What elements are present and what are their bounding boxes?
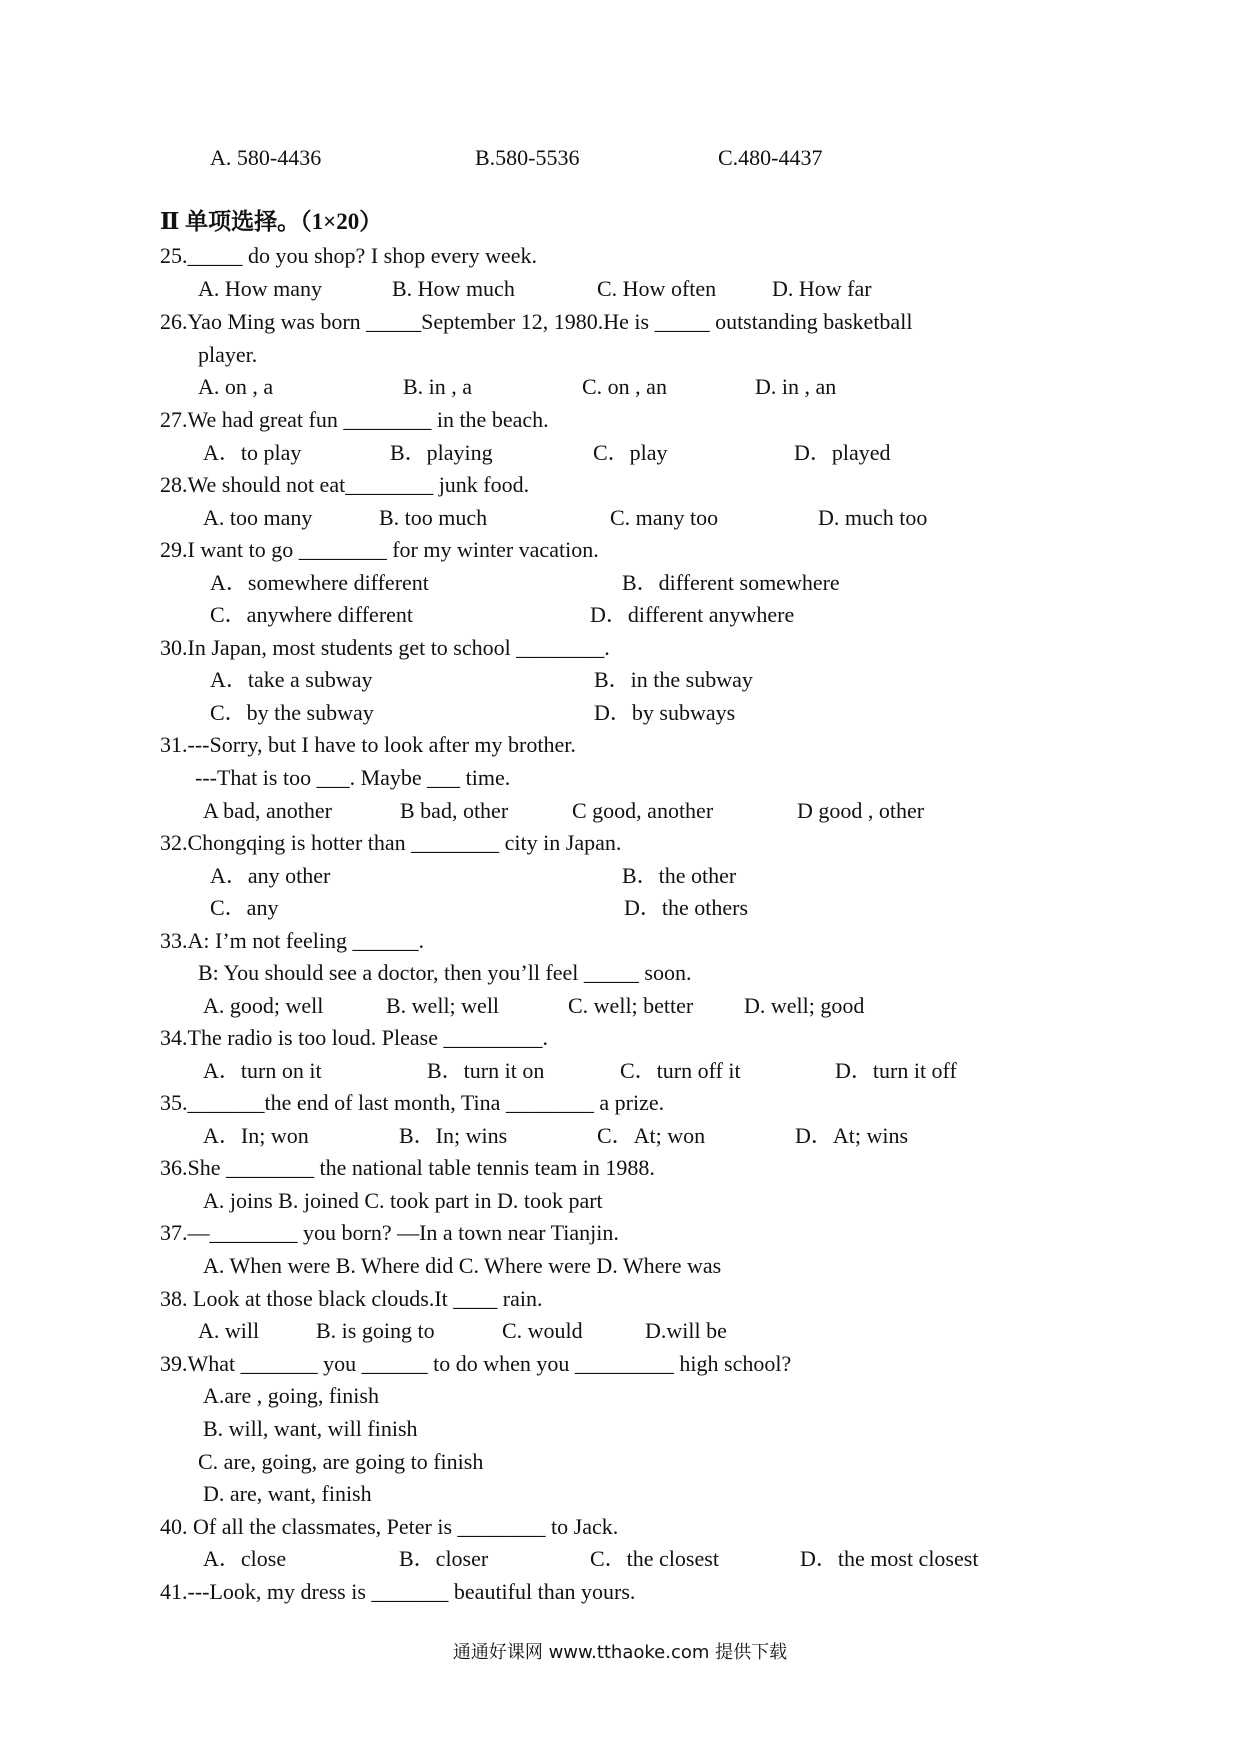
q38-option-c: C. would — [502, 1318, 583, 1343]
q32-stem: 32.Chongqing is hotter than ________ city in Japan. — [160, 830, 622, 855]
q40-option-b: B．closer — [399, 1546, 489, 1571]
q31-option-c: C good, another — [572, 798, 714, 823]
q32-option-b: B．the other — [622, 863, 737, 888]
q24-option-b: B.580-5536 — [475, 145, 580, 170]
q33-option-d: D. well; good — [744, 993, 865, 1018]
q31-stem: 31.---Sorry, but I have to look after my brother. — [160, 732, 576, 757]
q33-stem: 33.A: I’m not feeling ______. — [160, 928, 424, 953]
q29-option-b: B．different somewhere — [622, 570, 840, 595]
q40-option-c: C．the closest — [590, 1546, 719, 1571]
q38-option-b: B. is going to — [316, 1318, 435, 1343]
q30-option-b: B．in the subway — [594, 667, 753, 692]
q31-option-a: A bad, another — [203, 798, 332, 823]
q33-stem-reply: B: You should see a doctor, then you’ll feel _____ soon. — [198, 960, 692, 985]
q30-option-c: C．by the subway — [210, 700, 374, 725]
q25-option-c: C. How often — [597, 276, 717, 301]
q34-option-a: A．turn on it — [203, 1058, 322, 1083]
q26-option-b: B. in , a — [403, 374, 473, 399]
q30-stem: 30.In Japan, most students get to school ________. — [160, 635, 610, 660]
q29-stem: 29.I want to go ________ for my winter vacation. — [160, 537, 599, 562]
q30-option-a: A．take a subway — [210, 667, 373, 692]
q24-option-c: C.480-4437 — [718, 145, 823, 170]
q27-option-d: D．played — [794, 440, 891, 465]
q33-option-b: B. well; well — [386, 993, 500, 1018]
q28-option-a: A. too many — [203, 505, 313, 530]
q37-options: A. When were B. Where did C. Where were D. Where was — [203, 1253, 722, 1278]
q40-option-d: D．the most closest — [800, 1546, 979, 1571]
q27-option-b: B．playing — [390, 440, 493, 465]
q25-option-a: A. How many — [198, 276, 323, 301]
q41-stem: 41.---Look, my dress is _______ beautiful than yours. — [160, 1579, 636, 1604]
q27-stem: 27.We had great fun ________ in the beach. — [160, 407, 549, 432]
q39-option-a: A.are , going, finish — [203, 1383, 379, 1408]
q34-option-d: D．turn it off — [835, 1058, 957, 1083]
q35-option-c: C．At; won — [597, 1123, 706, 1148]
q39-option-b: B. will, want, will finish — [203, 1416, 418, 1441]
q34-stem: 34.The radio is too loud. Please _________. — [160, 1025, 549, 1050]
q40-option-a: A．close — [203, 1546, 287, 1571]
q38-option-d: D.will be — [645, 1318, 727, 1343]
q35-option-d: D．At; wins — [795, 1123, 909, 1148]
q26-option-a: A. on , a — [198, 374, 274, 399]
q26-stem-cont: player. — [198, 342, 258, 367]
q26-option-d: D. in , an — [755, 374, 837, 399]
q38-option-a: A. will — [198, 1318, 260, 1343]
q39-option-d: D. are, want, finish — [203, 1481, 372, 1506]
q31-option-b: B bad, other — [400, 798, 509, 823]
q33-option-c: C. well; better — [568, 993, 694, 1018]
q33-option-a: A. good; well — [203, 993, 324, 1018]
q27-option-c: C．play — [593, 440, 668, 465]
q25-option-b: B. How much — [392, 276, 515, 301]
q36-options: A. joins B. joined C. took part in D. took part — [203, 1188, 603, 1213]
q40-stem: 40. Of all the classmates, Peter is ________ to Jack. — [160, 1514, 619, 1539]
q38-stem: 38. Look at those black clouds.It ____ rain. — [160, 1286, 543, 1311]
q35-option-a: A．In; won — [203, 1123, 309, 1148]
q39-option-c: C. are, going, are going to finish — [198, 1449, 484, 1474]
q29-option-c: C．anywhere different — [210, 602, 414, 627]
section-title: Ⅱ 单项选择。（1×20） — [160, 209, 383, 234]
q28-option-c: C. many too — [610, 505, 719, 530]
q31-stem-reply: ---That is too ___. Maybe ___ time. — [195, 765, 511, 790]
q28-option-b: B. too much — [379, 505, 488, 530]
q32-option-c: C．any — [210, 895, 279, 920]
q26-option-c: C. on , an — [582, 374, 667, 399]
q28-stem: 28.We should not eat________ junk food. — [160, 472, 530, 497]
q31-option-d: D good , other — [797, 798, 925, 823]
q35-stem: 35._______the end of last month, Tina ________ a prize. — [160, 1090, 665, 1115]
q29-option-a: A．somewhere different — [210, 570, 429, 595]
q27-option-a: A．to play — [203, 440, 302, 465]
q29-option-d: D．different anywhere — [590, 602, 795, 627]
q34-option-b: B．turn it on — [427, 1058, 545, 1083]
q24-option-a: A. 580-4436 — [210, 145, 322, 170]
q32-option-a: A．any other — [210, 863, 331, 888]
page-footer: 通通好课网 www.tthaoke.com 提供下载 — [452, 1642, 788, 1663]
q36-stem: 36.She ________ the national table tennis team in 1988. — [160, 1155, 655, 1180]
q35-option-b: B．In; wins — [399, 1123, 508, 1148]
q26-stem: 26.Yao Ming was born _____September 12, 1980.He is _____ outstanding basketball — [160, 309, 913, 334]
q28-option-d: D. much too — [818, 505, 928, 530]
q25-option-d: D. How far — [772, 276, 872, 301]
q34-option-c: C．turn off it — [620, 1058, 741, 1083]
q25-stem: 25._____ do you shop? I shop every week. — [160, 243, 537, 268]
q39-stem: 39.What _______ you ______ to do when you _________ high school? — [160, 1351, 792, 1376]
q32-option-d: D．the others — [624, 895, 749, 920]
q30-option-d: D．by subways — [594, 700, 736, 725]
q37-stem: 37.—________ you born? —In a town near Tianjin. — [160, 1220, 619, 1245]
